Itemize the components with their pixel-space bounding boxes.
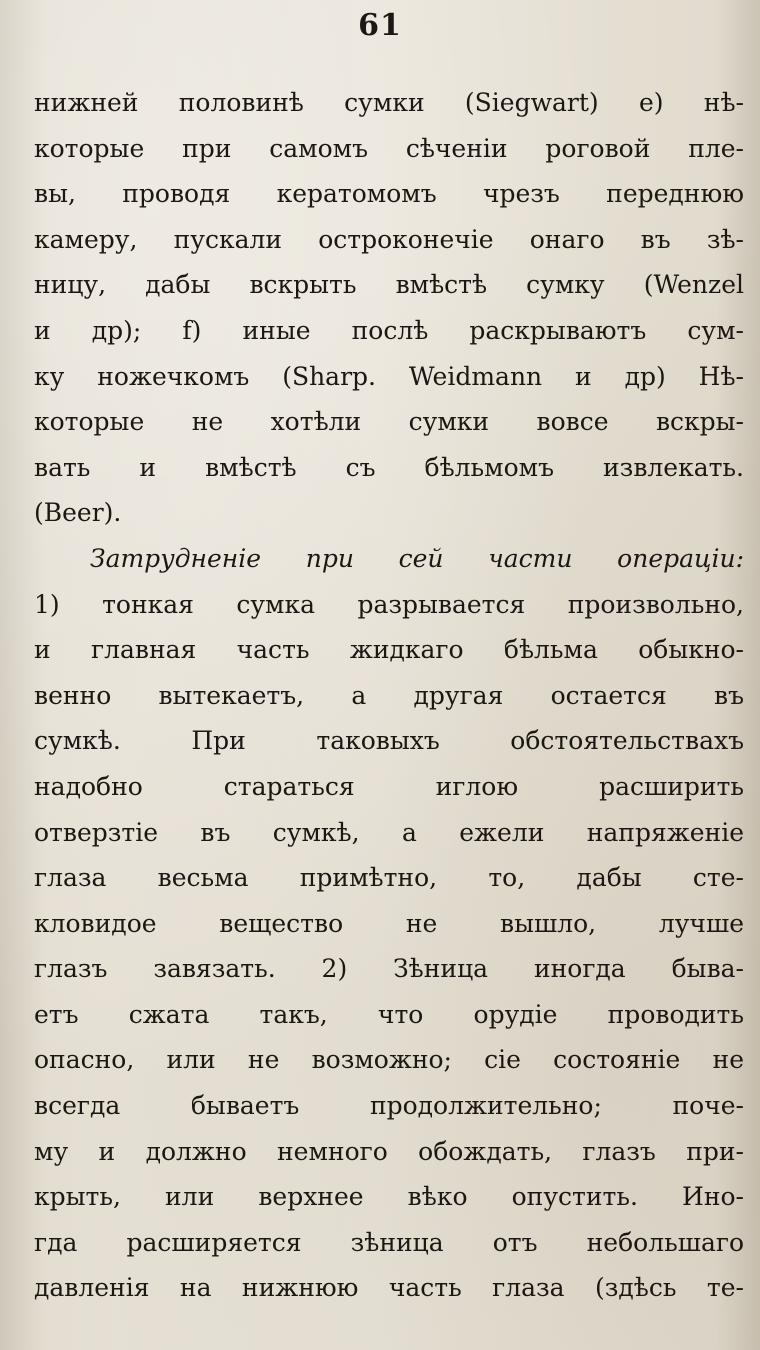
page-number: 61 [358, 8, 402, 43]
text-line: 1) тонкая сумка разрывается произвольно, [34, 589, 744, 619]
text-line: сумкѣ. При таковыхъ обстоятельствахъ [34, 726, 744, 756]
text-line: камеру, пускали остроконечiе онаго въ зѣ- [34, 224, 744, 254]
text-line: вы, проводя кератомомъ чрезъ переднюю [34, 179, 744, 209]
text-line: вать и вмѣстѣ съ бѣльмомъ извлекать. [34, 452, 744, 482]
text-line: глазъ завязать. 2) Зѣница иногда быва- [34, 954, 744, 984]
text-line: (Beer). [34, 498, 122, 528]
section-heading-line: Затрудненiе при сей части операцiи: [90, 543, 744, 573]
text-line: ницу, дабы вскрыть вмѣстѣ сумку (Wenzel [34, 270, 744, 300]
text-line: нижней половинѣ сумки (Siegwart) e) нѣ- [34, 88, 744, 117]
text-line: и др); f) иные послѣ раскрываютъ сум- [34, 315, 744, 345]
text-line: крыть, или верхнее вѣко опустить. Ино- [34, 1182, 744, 1212]
text-line: ку ножечкомъ (Sharp. Weidmann и др) Нѣ- [34, 361, 744, 391]
text-line: кловидое вещество не вышло, лучше [34, 908, 744, 938]
text-line: которые при самомъ сѣченiи роговой пле- [34, 133, 744, 163]
text-line: етъ сжата такъ, что орудiе проводить [34, 999, 744, 1029]
text-line: глаза весьма примѣтно, то, дабы сте- [34, 863, 744, 893]
text-line: отверзтiе въ сумкѣ, а ежели напряженiе [34, 817, 744, 847]
text-line: надобно стараться иглою расширить [34, 771, 744, 801]
body-text [34, 80, 744, 1311]
text-line: гда расширяется зѣница отъ небольшаго [34, 1227, 744, 1257]
text-line: давленiя на нижнюю часть глаза (здѣсь те- [34, 1273, 744, 1303]
text-line: венно вытекаетъ, а другая остается въ [34, 680, 744, 710]
text-line: которые не хотѣли сумки вовсе вскры- [34, 407, 744, 437]
text-line: опасно, или не возможно; сiе состоянiе не [34, 1045, 744, 1075]
text-line: му и должно немного обождать, глазъ при- [34, 1136, 744, 1166]
text-line: и главная часть жидкаго бѣльма обыкно- [34, 635, 744, 665]
text-line: всегда бываетъ продолжительно; поче- [34, 1091, 744, 1121]
